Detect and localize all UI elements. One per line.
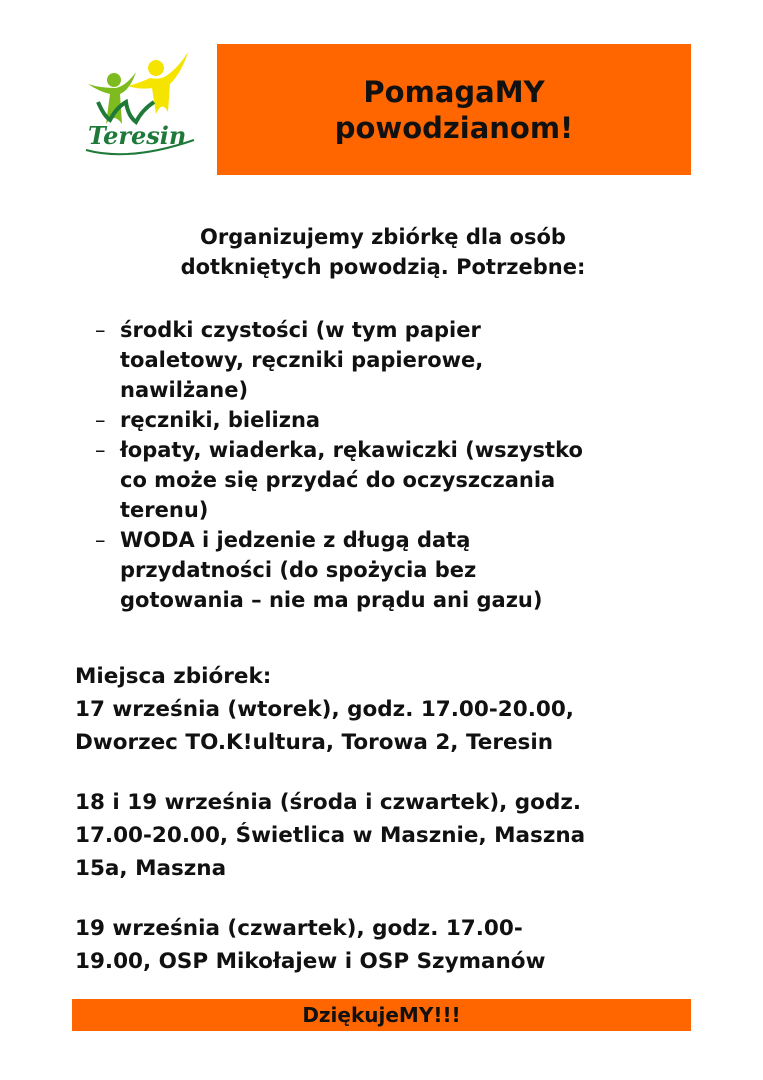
list-item [95,435,695,525]
list-item-line: WODA i jedzenie z długą datą [120,528,471,552]
dash-marker: – [95,408,106,432]
place-line: 18 i 19 września (środa i czwartek), godz. [75,790,582,815]
place-entry-1 [75,693,715,759]
list-item [95,315,695,405]
intro-text [75,222,691,282]
title-line-2: powodzianom! [334,110,574,145]
collection-places [75,660,715,1005]
title-banner [217,44,691,175]
place-line: 15a, Maszna [75,856,227,881]
list-item-line: toaletowy, ręczniki papierowe, [120,348,484,372]
dash-marker: – [95,528,106,552]
list-item-line: środki czystości (w tym papier [120,318,481,342]
needs-list [95,315,695,615]
intro-line-2: dotkniętych powodzią. Potrzebne: [180,255,586,279]
place-line: 17 września (wtorek), godz. 17.00-20.00, [75,697,574,722]
place-entry-3 [75,912,715,978]
teresin-logo [70,42,210,175]
place-line: Dworzec TO.K!ultura, Torowa 2, Teresin [75,730,554,755]
teresin-logo-graphic [70,42,210,175]
place-line: 17.00-20.00, Świetlica w Masznie, Maszna [75,823,586,848]
list-item-line: gotowania – nie ma prądu ani gazu) [120,588,543,612]
list-item [95,405,695,435]
list-item-line: ręczniki, bielizna [120,408,321,432]
dash-marker: – [95,318,106,342]
dash-marker: – [95,438,106,462]
intro-line-1: Organizujemy zbiórkę dla osób [200,225,566,249]
list-item-line: co może się przydać do oczyszczania [120,468,556,492]
list-item-line: nawilżane) [120,378,249,402]
places-heading: Miejsca zbiórek: [75,664,272,689]
place-line: 19 września (czwartek), godz. 17.00- [75,916,523,941]
logo-text: Teresin [88,121,187,150]
list-item-line: przydatności (do spożycia bez [120,558,477,582]
list-item-line: łopaty, wiaderka, rękawiczki (wszystko [120,438,583,462]
list-item-line: terenu) [120,498,209,522]
place-entry-2 [75,786,715,885]
list-item [95,525,695,615]
thanks-banner: DziękujeMY!!! [72,999,691,1031]
title-line-1: PomagaMY [363,74,545,109]
place-line: 19.00, OSP Mikołajew i OSP Szymanów [75,949,546,974]
